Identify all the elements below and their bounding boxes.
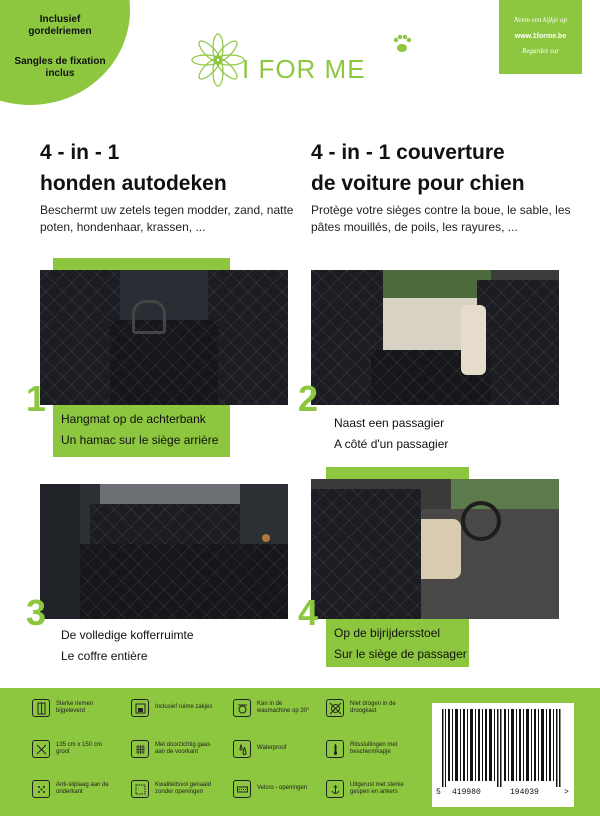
zipper-icon xyxy=(326,740,344,758)
feature-item xyxy=(233,740,317,758)
description-fr: Protège votre sièges contre la boue, le sable, les pâtes mouillés, de poils, les rayures, ... xyxy=(311,203,571,234)
feature-label: Velcro - openingen xyxy=(257,785,308,792)
size-icon xyxy=(32,740,50,758)
feature-label: Kwaliteitsvol genaaid zonder openingen xyxy=(155,781,212,795)
barcode-box xyxy=(432,703,574,807)
anchor-icon xyxy=(326,780,344,798)
promo-website[interactable]: www.1forme.be xyxy=(514,33,567,40)
caption-panel-1 xyxy=(53,405,230,457)
caption-panel-4 xyxy=(326,619,469,667)
feature-item xyxy=(131,740,215,758)
caption-3-fr: Le coffre entière xyxy=(61,649,148,663)
feature-item xyxy=(233,699,317,717)
feature-item xyxy=(326,780,410,798)
caption-2-fr: A côté d'un passagier xyxy=(334,437,449,451)
heading-fr-line2: de voiture pour chien xyxy=(311,172,525,195)
brand-name: I FOR ME xyxy=(242,54,366,84)
no-dryer-icon xyxy=(326,699,344,717)
barcode-icon xyxy=(442,709,562,787)
panel-number-2: 2 xyxy=(298,378,319,419)
belt-included-label: Inclusief gordelriemen xyxy=(28,14,92,37)
promo-line-fr: Regardez sur xyxy=(522,47,559,55)
photo-hammock xyxy=(40,270,288,405)
anti-slip-icon xyxy=(32,780,50,798)
caption-1-fr: Un hamac sur le siège arrière xyxy=(61,433,219,447)
feature-item xyxy=(233,780,317,798)
barcode-digit-2: 419980 xyxy=(452,788,481,797)
feature-label: Ritssluitingen met beschermkapje xyxy=(350,741,398,755)
panel-number-3: 3 xyxy=(26,592,47,633)
feature-label: Anti-sliplaag aan de onderkant xyxy=(56,781,109,795)
heading-nl-line2: honden autodeken xyxy=(40,172,227,195)
barcode-digit-1: 5 xyxy=(436,788,441,797)
feature-item xyxy=(32,780,116,798)
heading-fr-line1: 4 - in - 1 couverture xyxy=(311,141,505,164)
feature-label: Niet drogen in de droogkast xyxy=(350,700,396,714)
caption-1-nl: Hangmat op de achterbank xyxy=(61,412,206,426)
photo-passenger xyxy=(311,270,559,405)
feature-item xyxy=(131,780,215,798)
feature-item xyxy=(32,740,116,758)
feature-label: Inclusief ruime zakjes xyxy=(155,704,213,711)
pocket-icon xyxy=(131,699,149,717)
caption-panel-3 xyxy=(53,621,253,667)
belt-included-label-fr: Sangles de fixation inclus xyxy=(14,56,106,79)
waterproof-icon xyxy=(233,740,251,758)
belt-icon xyxy=(32,699,50,717)
website-promo xyxy=(499,0,582,74)
feature-item xyxy=(326,740,410,758)
feature-item xyxy=(32,699,116,717)
feature-label: 135 cm x 150 cm groot xyxy=(56,741,102,755)
feature-label: Sterke riemen bijgeleverd xyxy=(56,700,94,714)
caption-3-nl: De volledige kofferruimte xyxy=(61,628,194,642)
feature-label: Uitgerust met sterke gespen en ankers xyxy=(350,781,404,795)
description-nl: Beschermt uw zetels tegen modder, zand, natte poten, hondenhaar, krassen, ... xyxy=(40,203,294,234)
feature-label: Waterproof xyxy=(257,745,287,752)
caption-4-fr: Sur le siège de passager xyxy=(334,647,467,661)
washing-machine-icon xyxy=(233,699,251,717)
barcode-digit-4: > xyxy=(564,788,569,797)
velcro-icon xyxy=(233,780,251,798)
caption-panel-2 xyxy=(326,409,526,455)
mesh-window-icon xyxy=(131,740,149,758)
feature-label: Met doorzichtig gaas aan de voorkant xyxy=(155,741,211,755)
heading-fr xyxy=(311,137,525,199)
photo-front-seat xyxy=(311,479,559,619)
feature-item xyxy=(326,699,410,717)
stitching-icon xyxy=(131,780,149,798)
photo-trunk xyxy=(40,484,288,619)
heading-nl xyxy=(40,137,227,199)
feature-item xyxy=(131,699,215,717)
caption-4-nl: Op de bijrijdersstoel xyxy=(334,626,441,640)
feature-label: Kan in de wasmachine op 30° xyxy=(257,700,310,714)
heading-nl-line1: 4 - in - 1 xyxy=(40,141,120,164)
promo-line-nl: Neem een kijkje op xyxy=(513,16,568,24)
barcode-digit-3: 194039 xyxy=(510,788,539,797)
panel-number-1: 1 xyxy=(26,378,47,419)
caption-2-nl: Naast een passagier xyxy=(334,416,445,430)
panel-number-4: 4 xyxy=(298,592,319,633)
